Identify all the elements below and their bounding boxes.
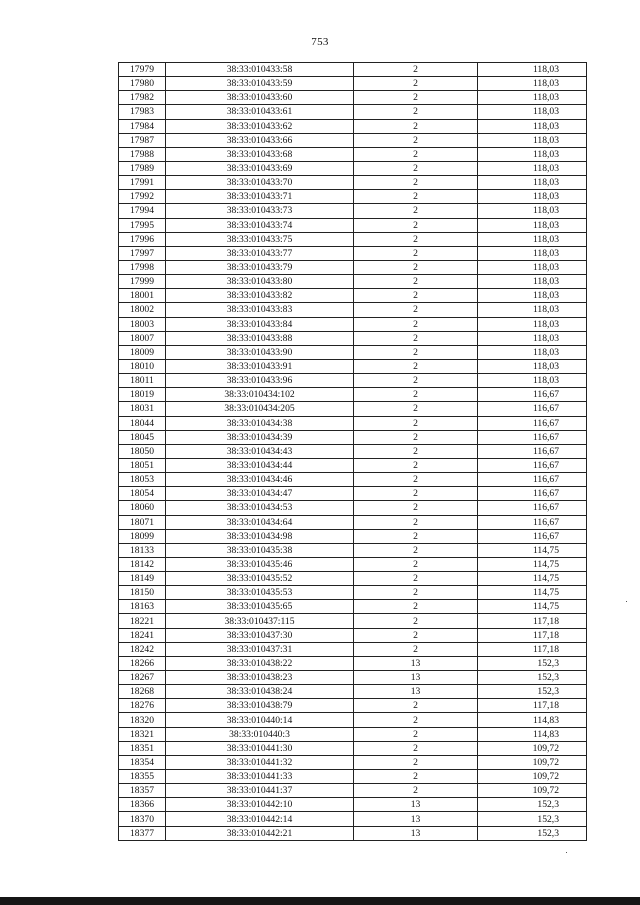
- row-number-cell: 18003: [119, 317, 166, 331]
- row-number-cell: 18031: [119, 402, 166, 416]
- row-number-cell: 18053: [119, 473, 166, 487]
- count-cell: 13: [354, 812, 478, 826]
- count-cell: 2: [354, 345, 478, 359]
- count-cell: 2: [354, 543, 478, 557]
- area-cell: 116,67: [478, 416, 587, 430]
- table-row: [119, 430, 587, 444]
- row-number-cell: 18133: [119, 543, 166, 557]
- area-cell: 114,83: [478, 727, 587, 741]
- table-row: [119, 246, 587, 260]
- area-cell: 152,3: [478, 671, 587, 685]
- count-cell: 2: [354, 416, 478, 430]
- row-number-cell: 18276: [119, 699, 166, 713]
- cadastral-number-cell: 38:33:010437:31: [166, 642, 354, 656]
- count-cell: 2: [354, 63, 478, 77]
- row-number-cell: 17995: [119, 218, 166, 232]
- area-cell: 116,67: [478, 529, 587, 543]
- table-row: [119, 303, 587, 317]
- cadastral-number-cell: 38:33:010435:65: [166, 600, 354, 614]
- row-number-cell: 18019: [119, 388, 166, 402]
- row-number-cell: 17997: [119, 246, 166, 260]
- area-cell: 109,72: [478, 741, 587, 755]
- cadastral-number-cell: 38:33:010438:79: [166, 699, 354, 713]
- area-cell: 118,03: [478, 317, 587, 331]
- area-cell: 117,18: [478, 699, 587, 713]
- count-cell: 13: [354, 685, 478, 699]
- area-cell: 118,03: [478, 176, 587, 190]
- table-row: [119, 77, 587, 91]
- count-cell: 2: [354, 727, 478, 741]
- count-cell: 2: [354, 77, 478, 91]
- count-cell: 2: [354, 232, 478, 246]
- table-row: [119, 600, 587, 614]
- cadastral-number-cell: 38:33:010433:80: [166, 275, 354, 289]
- table-row: [119, 289, 587, 303]
- area-cell: 118,03: [478, 63, 587, 77]
- cadastral-number-cell: 38:33:010433:66: [166, 133, 354, 147]
- cadastral-number-cell: 38:33:010438:24: [166, 685, 354, 699]
- table-row: [119, 359, 587, 373]
- row-number-cell: 18011: [119, 374, 166, 388]
- count-cell: 2: [354, 331, 478, 345]
- count-cell: 2: [354, 572, 478, 586]
- table-row: [119, 614, 587, 628]
- registry-table-body: [119, 63, 587, 841]
- cadastral-number-cell: 38:33:010433:73: [166, 204, 354, 218]
- count-cell: 2: [354, 699, 478, 713]
- cadastral-number-cell: 38:33:010438:23: [166, 671, 354, 685]
- area-cell: 116,67: [478, 515, 587, 529]
- cadastral-number-cell: 38:33:010435:52: [166, 572, 354, 586]
- cadastral-number-cell: 38:33:010435:46: [166, 557, 354, 571]
- row-number-cell: 17983: [119, 105, 166, 119]
- count-cell: 13: [354, 826, 478, 840]
- table-row: [119, 713, 587, 727]
- table-row: [119, 204, 587, 218]
- count-cell: 2: [354, 741, 478, 755]
- area-cell: 116,67: [478, 473, 587, 487]
- table-row: [119, 557, 587, 571]
- row-number-cell: 18054: [119, 487, 166, 501]
- cadastral-number-cell: 38:33:010433:91: [166, 359, 354, 373]
- area-cell: 118,03: [478, 133, 587, 147]
- cadastral-number-cell: 38:33:010433:90: [166, 345, 354, 359]
- table-row: [119, 105, 587, 119]
- area-cell: 116,67: [478, 388, 587, 402]
- area-cell: 116,67: [478, 444, 587, 458]
- row-number-cell: 18009: [119, 345, 166, 359]
- table-row: [119, 91, 587, 105]
- cadastral-number-cell: 38:33:010433:68: [166, 147, 354, 161]
- row-number-cell: 17996: [119, 232, 166, 246]
- table-row: [119, 812, 587, 826]
- cadastral-number-cell: 38:33:010434:98: [166, 529, 354, 543]
- count-cell: 2: [354, 586, 478, 600]
- cadastral-number-cell: 38:33:010433:69: [166, 161, 354, 175]
- cadastral-number-cell: 38:33:010433:74: [166, 218, 354, 232]
- count-cell: 2: [354, 176, 478, 190]
- table-row: [119, 741, 587, 755]
- count-cell: 2: [354, 473, 478, 487]
- row-number-cell: 18241: [119, 628, 166, 642]
- cadastral-number-cell: 38:33:010442:14: [166, 812, 354, 826]
- cadastral-number-cell: 38:33:010433:83: [166, 303, 354, 317]
- cadastral-number-cell: 38:33:010433:79: [166, 260, 354, 274]
- table-row: [119, 628, 587, 642]
- count-cell: 2: [354, 444, 478, 458]
- cadastral-number-cell: 38:33:010433:84: [166, 317, 354, 331]
- row-number-cell: 18351: [119, 741, 166, 755]
- row-number-cell: 17987: [119, 133, 166, 147]
- area-cell: 152,3: [478, 685, 587, 699]
- count-cell: 2: [354, 614, 478, 628]
- count-cell: 2: [354, 430, 478, 444]
- row-number-cell: 18268: [119, 685, 166, 699]
- row-number-cell: 18377: [119, 826, 166, 840]
- row-number-cell: 17994: [119, 204, 166, 218]
- table-row: [119, 656, 587, 670]
- table-row: [119, 119, 587, 133]
- table-row: [119, 699, 587, 713]
- count-cell: 2: [354, 515, 478, 529]
- area-cell: 118,03: [478, 105, 587, 119]
- row-number-cell: 18163: [119, 600, 166, 614]
- cadastral-number-cell: 38:33:010434:44: [166, 458, 354, 472]
- count-cell: 2: [354, 119, 478, 133]
- count-cell: 2: [354, 303, 478, 317]
- cadastral-number-cell: 38:33:010434:46: [166, 473, 354, 487]
- table-row: [119, 345, 587, 359]
- table-row: [119, 147, 587, 161]
- row-number-cell: 18221: [119, 614, 166, 628]
- row-number-cell: 18045: [119, 430, 166, 444]
- table-row: [119, 784, 587, 798]
- area-cell: 118,03: [478, 345, 587, 359]
- area-cell: 114,83: [478, 713, 587, 727]
- row-number-cell: 18099: [119, 529, 166, 543]
- row-number-cell: 17999: [119, 275, 166, 289]
- row-number-cell: 17989: [119, 161, 166, 175]
- row-number-cell: 18370: [119, 812, 166, 826]
- cadastral-number-cell: 38:33:010434:102: [166, 388, 354, 402]
- cadastral-number-cell: 38:33:010433:60: [166, 91, 354, 105]
- area-cell: 114,75: [478, 600, 587, 614]
- cadastral-number-cell: 38:33:010434:43: [166, 444, 354, 458]
- table-row: [119, 63, 587, 77]
- cadastral-number-cell: 38:33:010442:10: [166, 798, 354, 812]
- area-cell: 118,03: [478, 303, 587, 317]
- count-cell: 2: [354, 133, 478, 147]
- count-cell: 13: [354, 798, 478, 812]
- table-row: [119, 642, 587, 656]
- area-cell: 118,03: [478, 147, 587, 161]
- area-cell: 152,3: [478, 812, 587, 826]
- area-cell: 116,67: [478, 501, 587, 515]
- table-row: [119, 176, 587, 190]
- area-cell: 114,75: [478, 572, 587, 586]
- row-number-cell: 18366: [119, 798, 166, 812]
- area-cell: 152,3: [478, 826, 587, 840]
- area-cell: 114,75: [478, 557, 587, 571]
- count-cell: 2: [354, 529, 478, 543]
- count-cell: 2: [354, 246, 478, 260]
- table-row: [119, 232, 587, 246]
- count-cell: 2: [354, 755, 478, 769]
- row-number-cell: 17988: [119, 147, 166, 161]
- scan-edge-bar: [0, 897, 640, 905]
- cadastral-number-cell: 38:33:010435:38: [166, 543, 354, 557]
- row-number-cell: 18142: [119, 557, 166, 571]
- table-row: [119, 388, 587, 402]
- row-number-cell: 18060: [119, 501, 166, 515]
- cadastral-number-cell: 38:33:010433:62: [166, 119, 354, 133]
- cadastral-number-cell: 38:33:010433:58: [166, 63, 354, 77]
- cadastral-number-cell: 38:33:010434:47: [166, 487, 354, 501]
- count-cell: 2: [354, 289, 478, 303]
- area-cell: 152,3: [478, 656, 587, 670]
- table-row: [119, 275, 587, 289]
- area-cell: 118,03: [478, 260, 587, 274]
- row-number-cell: 18355: [119, 770, 166, 784]
- row-number-cell: 18320: [119, 713, 166, 727]
- row-number-cell: 18357: [119, 784, 166, 798]
- area-cell: 118,03: [478, 359, 587, 373]
- cadastral-number-cell: 38:33:010441:33: [166, 770, 354, 784]
- count-cell: 2: [354, 105, 478, 119]
- table-row: [119, 727, 587, 741]
- cadastral-number-cell: 38:33:010433:75: [166, 232, 354, 246]
- count-cell: 2: [354, 218, 478, 232]
- row-number-cell: 18051: [119, 458, 166, 472]
- area-cell: 109,72: [478, 755, 587, 769]
- table-row: [119, 317, 587, 331]
- area-cell: 118,03: [478, 289, 587, 303]
- table-row: [119, 190, 587, 204]
- cadastral-number-cell: 38:33:010433:70: [166, 176, 354, 190]
- registry-table: [118, 62, 587, 841]
- row-number-cell: 17980: [119, 77, 166, 91]
- cadastral-number-cell: 38:33:010442:21: [166, 826, 354, 840]
- cadastral-number-cell: 38:33:010438:22: [166, 656, 354, 670]
- cadastral-number-cell: 38:33:010437:115: [166, 614, 354, 628]
- table-row: [119, 374, 587, 388]
- area-cell: 118,03: [478, 161, 587, 175]
- count-cell: 2: [354, 190, 478, 204]
- count-cell: 2: [354, 374, 478, 388]
- row-number-cell: 17991: [119, 176, 166, 190]
- table-row: [119, 586, 587, 600]
- area-cell: 118,03: [478, 77, 587, 91]
- area-cell: 118,03: [478, 119, 587, 133]
- cadastral-number-cell: 38:33:010433:71: [166, 190, 354, 204]
- table-row: [119, 331, 587, 345]
- cadastral-number-cell: 38:33:010433:82: [166, 289, 354, 303]
- count-cell: 2: [354, 628, 478, 642]
- count-cell: 2: [354, 770, 478, 784]
- area-cell: 117,18: [478, 642, 587, 656]
- area-cell: 114,75: [478, 586, 587, 600]
- area-cell: 118,03: [478, 246, 587, 260]
- cadastral-number-cell: 38:33:010433:88: [166, 331, 354, 345]
- row-number-cell: 18050: [119, 444, 166, 458]
- table-row: [119, 444, 587, 458]
- table-row: [119, 529, 587, 543]
- area-cell: 116,67: [478, 458, 587, 472]
- area-cell: 118,03: [478, 275, 587, 289]
- area-cell: 117,18: [478, 614, 587, 628]
- area-cell: 117,18: [478, 628, 587, 642]
- table-row: [119, 572, 587, 586]
- row-number-cell: 17979: [119, 63, 166, 77]
- row-number-cell: 18071: [119, 515, 166, 529]
- table-row: [119, 133, 587, 147]
- area-cell: 109,72: [478, 784, 587, 798]
- scan-speck: [626, 601, 627, 602]
- cadastral-number-cell: 38:33:010433:61: [166, 105, 354, 119]
- area-cell: 118,03: [478, 190, 587, 204]
- row-number-cell: 18007: [119, 331, 166, 345]
- count-cell: 2: [354, 600, 478, 614]
- count-cell: 2: [354, 487, 478, 501]
- table-row: [119, 685, 587, 699]
- table-row: [119, 487, 587, 501]
- cadastral-number-cell: 38:33:010441:37: [166, 784, 354, 798]
- table-row: [119, 161, 587, 175]
- area-cell: 152,3: [478, 798, 587, 812]
- cadastral-number-cell: 38:33:010435:53: [166, 586, 354, 600]
- area-cell: 116,67: [478, 487, 587, 501]
- row-number-cell: 18150: [119, 586, 166, 600]
- area-cell: 118,03: [478, 331, 587, 345]
- table-row: [119, 826, 587, 840]
- cadastral-number-cell: 38:33:010434:53: [166, 501, 354, 515]
- row-number-cell: 18321: [119, 727, 166, 741]
- area-cell: 116,67: [478, 402, 587, 416]
- row-number-cell: 18002: [119, 303, 166, 317]
- table-row: [119, 501, 587, 515]
- row-number-cell: 18010: [119, 359, 166, 373]
- count-cell: 2: [354, 161, 478, 175]
- area-cell: 118,03: [478, 232, 587, 246]
- area-cell: 118,03: [478, 218, 587, 232]
- count-cell: 2: [354, 784, 478, 798]
- count-cell: 2: [354, 260, 478, 274]
- table-row: [119, 416, 587, 430]
- row-number-cell: 18267: [119, 671, 166, 685]
- table-row: [119, 671, 587, 685]
- count-cell: 2: [354, 402, 478, 416]
- cadastral-number-cell: 38:33:010437:30: [166, 628, 354, 642]
- count-cell: 2: [354, 204, 478, 218]
- count-cell: 2: [354, 388, 478, 402]
- count-cell: 2: [354, 642, 478, 656]
- count-cell: 2: [354, 501, 478, 515]
- count-cell: 13: [354, 656, 478, 670]
- area-cell: 109,72: [478, 770, 587, 784]
- scan-speck: [566, 852, 567, 853]
- row-number-cell: 18149: [119, 572, 166, 586]
- count-cell: 2: [354, 713, 478, 727]
- cadastral-number-cell: 38:33:010441:30: [166, 741, 354, 755]
- table-row: [119, 402, 587, 416]
- table-row: [119, 770, 587, 784]
- count-cell: 2: [354, 557, 478, 571]
- cadastral-number-cell: 38:33:010434:38: [166, 416, 354, 430]
- cadastral-number-cell: 38:33:010434:64: [166, 515, 354, 529]
- cadastral-number-cell: 38:33:010433:59: [166, 77, 354, 91]
- table-row: [119, 755, 587, 769]
- count-cell: 2: [354, 458, 478, 472]
- row-number-cell: 17998: [119, 260, 166, 274]
- row-number-cell: 18242: [119, 642, 166, 656]
- table-row: [119, 515, 587, 529]
- area-cell: 116,67: [478, 430, 587, 444]
- area-cell: 118,03: [478, 91, 587, 105]
- cadastral-number-cell: 38:33:010440:3: [166, 727, 354, 741]
- cadastral-number-cell: 38:33:010433:77: [166, 246, 354, 260]
- cadastral-number-cell: 38:33:010434:39: [166, 430, 354, 444]
- row-number-cell: 18354: [119, 755, 166, 769]
- page-number: 753: [311, 36, 329, 48]
- count-cell: 13: [354, 671, 478, 685]
- table-row: [119, 473, 587, 487]
- row-number-cell: 18266: [119, 656, 166, 670]
- count-cell: 2: [354, 147, 478, 161]
- row-number-cell: 18001: [119, 289, 166, 303]
- row-number-cell: 17992: [119, 190, 166, 204]
- cadastral-number-cell: 38:33:010434:205: [166, 402, 354, 416]
- table-row: [119, 458, 587, 472]
- cadastral-number-cell: 38:33:010440:14: [166, 713, 354, 727]
- area-cell: 118,03: [478, 204, 587, 218]
- count-cell: 2: [354, 275, 478, 289]
- count-cell: 2: [354, 359, 478, 373]
- area-cell: 118,03: [478, 374, 587, 388]
- count-cell: 2: [354, 91, 478, 105]
- row-number-cell: 18044: [119, 416, 166, 430]
- row-number-cell: 17982: [119, 91, 166, 105]
- table-row: [119, 798, 587, 812]
- area-cell: 114,75: [478, 543, 587, 557]
- table-row: [119, 543, 587, 557]
- cadastral-number-cell: 38:33:010433:96: [166, 374, 354, 388]
- table-row: [119, 260, 587, 274]
- count-cell: 2: [354, 317, 478, 331]
- table-row: [119, 218, 587, 232]
- row-number-cell: 17984: [119, 119, 166, 133]
- cadastral-number-cell: 38:33:010441:32: [166, 755, 354, 769]
